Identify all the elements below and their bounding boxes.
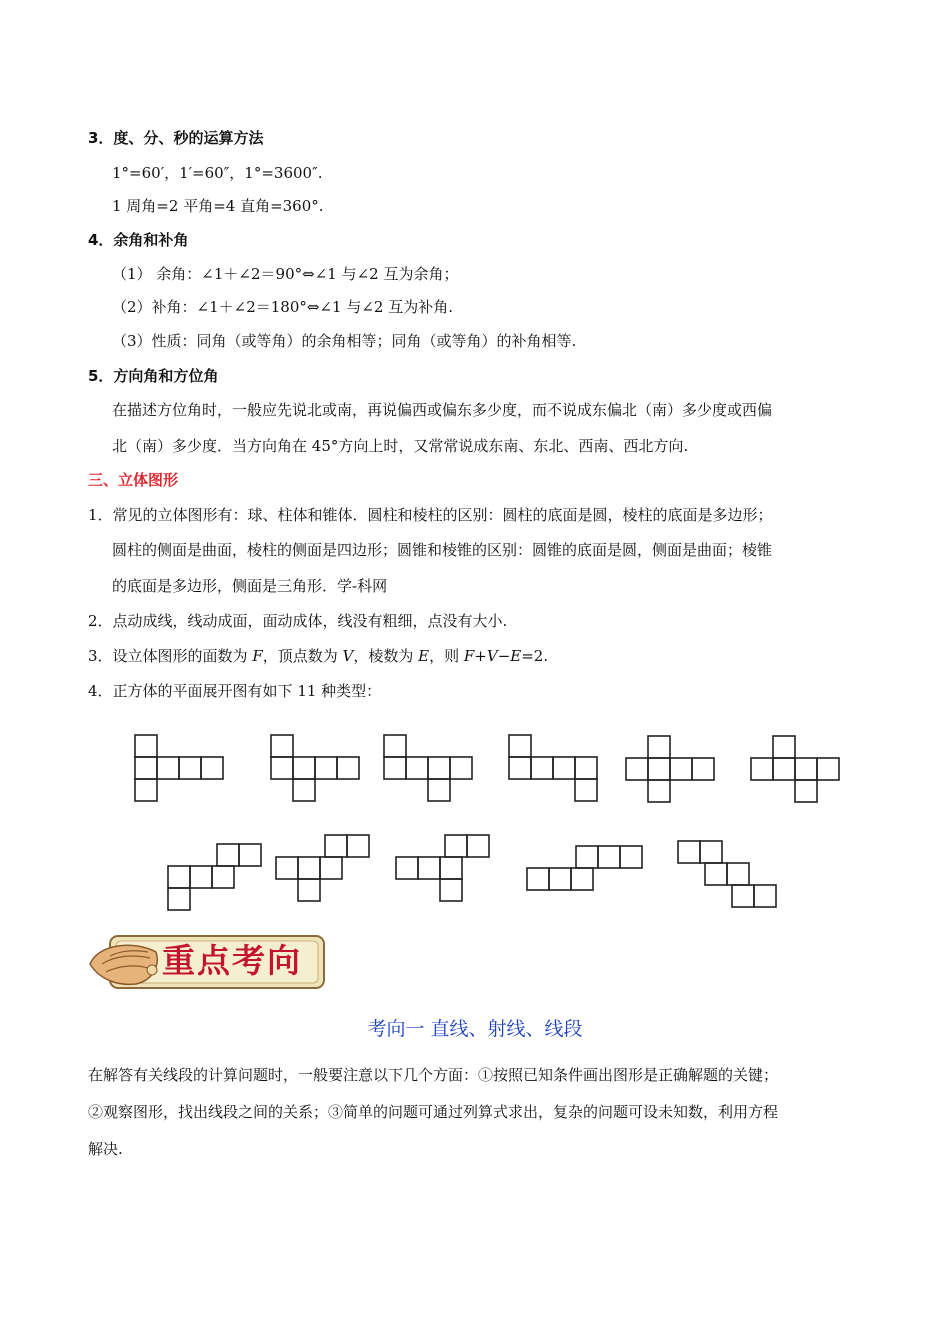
part3-item1-line3: 的底面是多边形，侧面是三角形．学-科网 xyxy=(112,577,388,595)
section5-line-1: 在描述方位角时，一般应先说北或南，再说偏西或偏东多少度，而不说成东偏北（南）多少度或西偏 xyxy=(112,401,773,419)
item3-suffix: =2. xyxy=(521,647,549,665)
section3-heading: 3．度、分、秒的运算方法 xyxy=(88,129,264,147)
key-directions-banner xyxy=(88,930,330,994)
cube-net-4 xyxy=(509,735,597,801)
item3-V: V xyxy=(342,647,354,665)
part3-heading: 三、立体图形 xyxy=(88,471,179,489)
cube-net-2 xyxy=(271,735,359,801)
part3-item1-line2: 圆柱的侧面是曲面，棱柱的侧面是四边形；圆锥和棱锥的区别：圆锥的底面是圆，侧面是曲面；棱锥 xyxy=(112,541,773,559)
part3-item4: 4．正方体的平面展开图有如下 11 种类型： xyxy=(88,682,382,700)
part3-item2: 2．点动成线，线动成面，面动成体，线没有粗细，点没有大小. xyxy=(88,612,508,630)
topic1-line-2: ②观察图形，找出线段之间的关系；③简单的问题可通过列算式求出，复杂的问题可设未知数，利用方程 xyxy=(88,1103,779,1121)
seashell-icon xyxy=(90,945,157,984)
section4-item-3: （3）性质：同角（或等角）的余角相等；同角（或等角）的补角相等. xyxy=(112,332,577,350)
section3-line1: 1°=60′，1′=60″，1°=3600″. xyxy=(112,164,323,182)
section4-item-2: （2）补角：∠1＋∠2＝180°⇔∠1 与∠2 互为补角. xyxy=(112,298,453,316)
section5-line-2: 北（南）多少度．当方向角在 45°方向上时，又常常说成东南、东北、西南、西北方向. xyxy=(112,437,689,455)
item3-prefix: 3．设立体图形的面数为 xyxy=(88,647,253,665)
item3-mid3: ，则 xyxy=(429,647,464,665)
item3-F: F xyxy=(252,647,263,665)
section3-line2: 1 周角=2 平角=4 直角=360°. xyxy=(112,197,324,215)
cube-net-11 xyxy=(678,841,776,907)
topic1-title: 考向一 直线、射线、线段 xyxy=(367,1018,583,1040)
section4-heading: 4．余角和补角 xyxy=(88,231,189,249)
item3-mid1: ，顶点数为 xyxy=(262,647,343,665)
cube-net-1 xyxy=(135,735,223,801)
cube-net-5 xyxy=(626,736,714,802)
cube-net-3 xyxy=(384,735,472,801)
cube-net-10 xyxy=(527,846,642,890)
cube-net-6 xyxy=(751,736,839,802)
cube-net-8 xyxy=(276,835,369,901)
topic1-line-1: 在解答有关线段的计算问题时，一般要注意以下几个方面：①按照已知条件画出图形是正确解题的关键； xyxy=(88,1066,779,1084)
item3-formula: F+V−E xyxy=(463,647,522,665)
item3-mid2: ，棱数为 xyxy=(353,647,419,665)
part3-item1-line1: 1．常见的立体图形有：球、柱体和锥体．圆柱和棱柱的区别：圆柱的底面是圆，棱柱的底面是多边形； xyxy=(88,506,773,524)
cube-net-7 xyxy=(168,844,261,910)
item3-E: E xyxy=(418,647,430,665)
section4-item-1: （1） 余角：∠1＋∠2＝90°⇔∠1 与∠2 互为余角； xyxy=(112,265,459,283)
banner-text: 重点考向 xyxy=(162,941,302,980)
section5-heading: 5．方向角和方位角 xyxy=(88,367,219,385)
topic1-line-3: 解决. xyxy=(88,1140,123,1158)
cube-net-9 xyxy=(396,835,489,901)
